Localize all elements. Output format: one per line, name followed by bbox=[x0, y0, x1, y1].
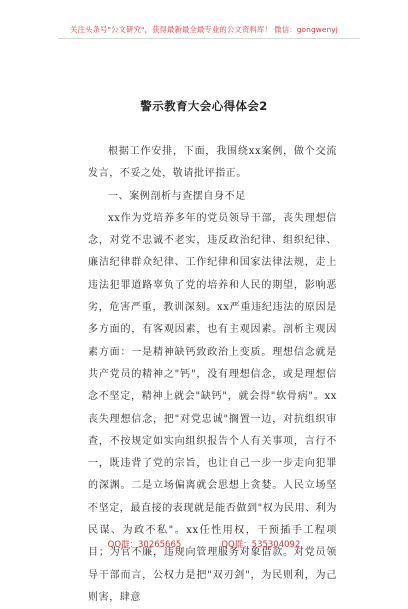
section-heading: 一、案例剖析与查摆自身不足 bbox=[108, 190, 246, 202]
footer-qq-group-1: QQ群：30265665 bbox=[107, 540, 182, 550]
header-banner: 关注头条号"公文研究"，获得最新最全最专业的公文资料库！ 微信：gongwenyj bbox=[70, 25, 338, 34]
footer-qq-group-2: QQ群：535304092 bbox=[221, 540, 301, 550]
document-title: 警示教育大会心得体会2 bbox=[140, 99, 268, 113]
header-divider bbox=[58, 38, 360, 39]
body-paragraph: xx作为党培养多年的党员领导干部，丧失理想信念，对党不忠诚不老实，违反政治纪律、组织纪律、廉洁纪律群众纪律、工作纪律和国家法律法规，走上违法犯罪道路辜负了党的培养和人民的期望，影响恶劣，危害严重，教训深刻。xx严重违纪违法的原因是多方面的，有客观因素，也有主观因素。剖析主观因素方面：一是精神缺钙致政治上变质。理想信念就是共产党员的精神之"钙"，没有理想信念，或是理想信念不坚定，精神上就会"缺钙"，就会得"软骨病"。xx丧失理想信念，把"对党忠诚"搁置一边，对抗组织审查，不按规定如实向组织报告个人有关事项，言行不一，既违背了党的宗旨，也让自己一步一步走向犯罪的深渊。二是立场偏离就会思想上贪婪。人民立场坚不坚定，最直接的表现就是能否做到"权为民用、利为民谋、为政不私"。xx任性用权，干预插手工程项目；为官不廉，违规向管理服务对象借款。对党员领导干部而言，公权力是把"双刃剑"，为民则利，为己则害，肆意 bbox=[88, 212, 337, 603]
footer-qq-groups bbox=[0, 538, 408, 550]
intro-paragraph: 根据工作安排，下面，我围绕xx案例，做个交流发言，不妥之处，敬请批评指正。 bbox=[88, 146, 337, 180]
